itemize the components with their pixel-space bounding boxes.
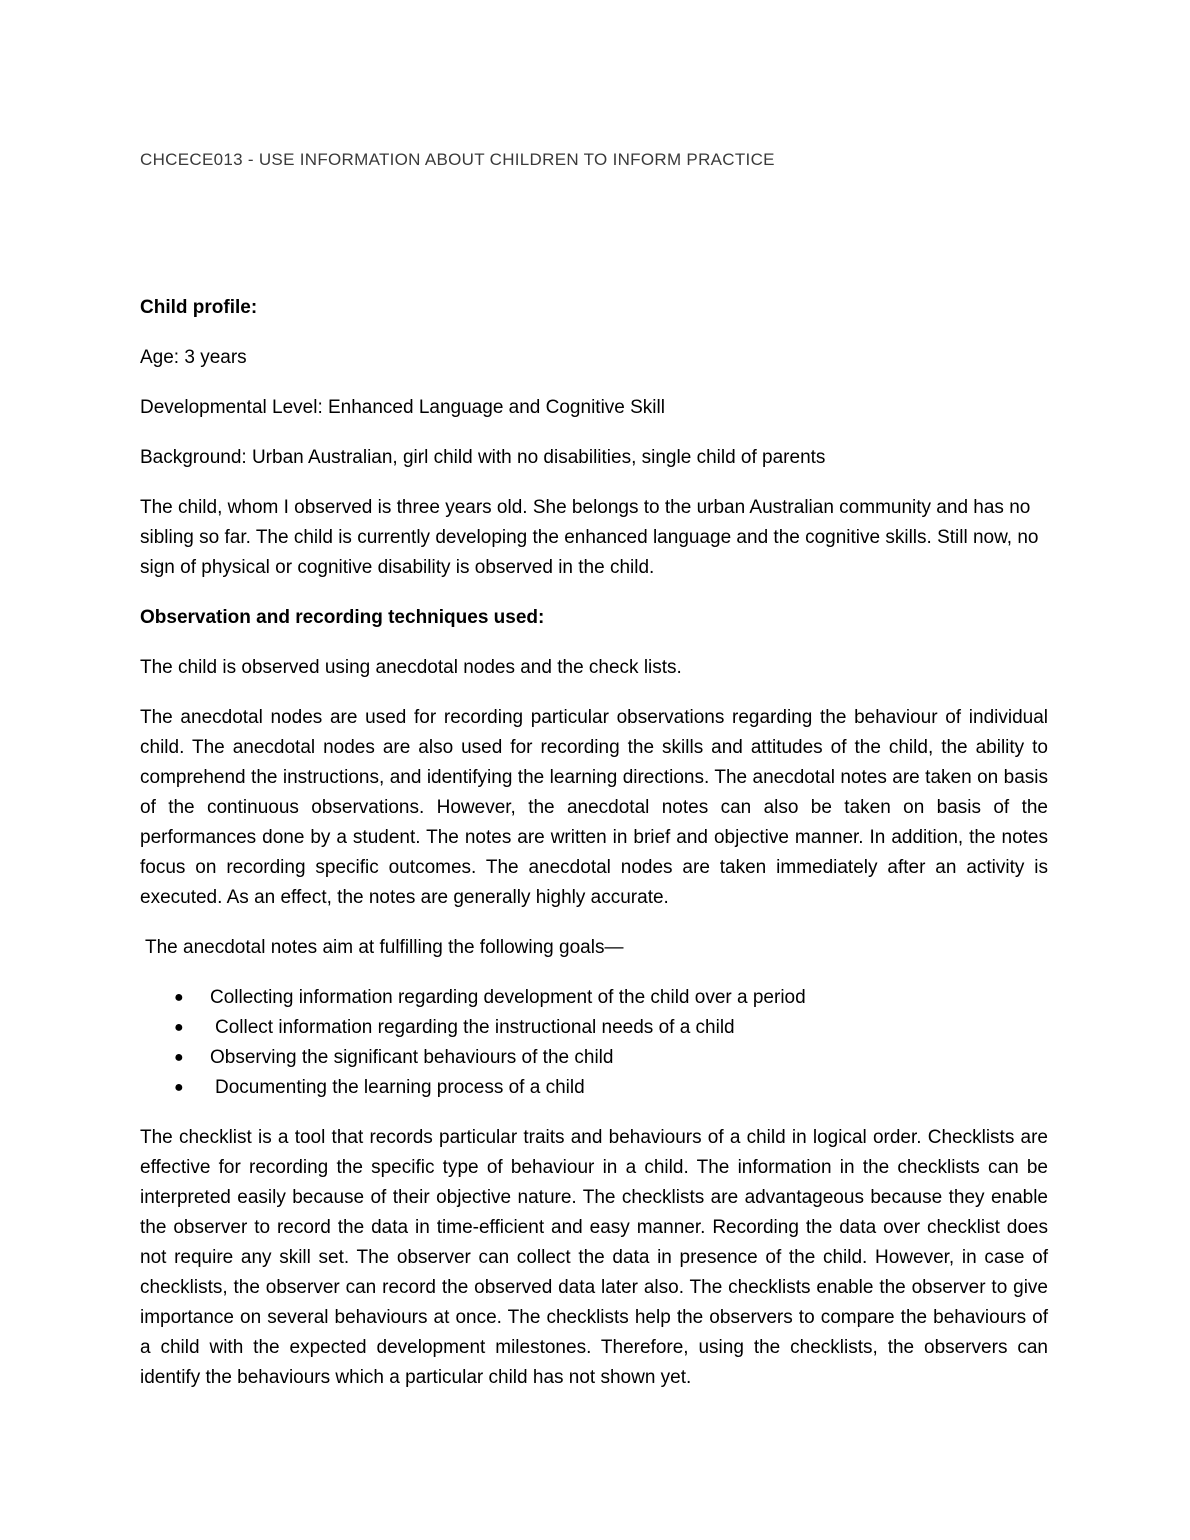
document-header: CHCECE013 - USE INFORMATION ABOUT CHILDREN TO INFORM PRACTICE bbox=[140, 150, 775, 169]
child-profile-heading: Child profile: bbox=[140, 297, 258, 318]
bullet-icon: ● bbox=[174, 989, 184, 1006]
list-item bbox=[140, 1013, 1048, 1043]
list-item bbox=[140, 1073, 1048, 1103]
list-item bbox=[140, 983, 1048, 1013]
bullet-icon: ● bbox=[174, 1019, 184, 1036]
child-age: Age: 3 years bbox=[140, 347, 247, 368]
list-item bbox=[140, 1043, 1048, 1073]
goal-text: Collecting information regarding development of the child over a period bbox=[210, 987, 806, 1008]
goal-text: Collect information regarding the instructional needs of a child bbox=[215, 1017, 735, 1038]
checklist-paragraph: The checklist is a tool that records particular traits and behaviours of a child in logical order. Checklists are effective for recording the specific type of behaviour in a child. The information in the checklists can be interpreted easily because of their objective nature. The checklists are advantageous because they enable the observer to record the data in time-efficient and easy manner. Recording the data over checklist does not require any skill set. The observer can collect the data in presence of the child. However, in case of checklists, the observer can record the observed data later also. The checklists enable the observer to give importance on several behaviours at once. The checklists help the observers to compare the behaviours of a child with the expected development milestones. Therefore, using the checklists, the observers can identify the behaviours which a particular child has not shown yet. bbox=[140, 1127, 1048, 1388]
goal-text: Observing the significant behaviours of the child bbox=[210, 1047, 614, 1068]
developmental-level: Developmental Level: Enhanced Language and Cognitive Skill bbox=[140, 397, 665, 418]
profile-summary-paragraph: The child, whom I observed is three years old. She belongs to the urban Australian community and has no sibling so far. The child is currently developing the enhanced language and the cognitive skills. Still now, no sign of physical or cognitive disability is observed in the child. bbox=[140, 497, 1039, 578]
observation-heading: Observation and recording techniques used: bbox=[140, 607, 545, 628]
goals-list bbox=[140, 983, 1048, 1103]
document-body bbox=[140, 293, 1048, 1413]
goal-text: Documenting the learning process of a child bbox=[215, 1077, 585, 1098]
observation-intro: The child is observed using anecdotal nodes and the check lists. bbox=[140, 657, 682, 678]
bullet-icon: ● bbox=[174, 1049, 184, 1066]
goals-intro: The anecdotal notes aim at fulfilling the following goals— bbox=[145, 937, 624, 958]
bullet-icon: ● bbox=[174, 1079, 184, 1096]
anecdotal-notes-paragraph: The anecdotal nodes are used for recording particular observations regarding the behaviour of individual child. The anecdotal nodes are also used for recording the skills and attitudes of the child, the ability to comprehend the instructions, and identifying the learning directions. The anecdotal notes are taken on basis of the continuous observations. However, the anecdotal notes can also be taken on basis of the performances done by a student. The notes are written in brief and objective manner. In addition, the notes focus on recording specific outcomes. The anecdotal nodes are taken immediately after an activity is executed. As an effect, the notes are generally highly accurate. bbox=[140, 707, 1048, 908]
child-background: Background: Urban Australian, girl child with no disabilities, single child of parents bbox=[140, 447, 826, 468]
